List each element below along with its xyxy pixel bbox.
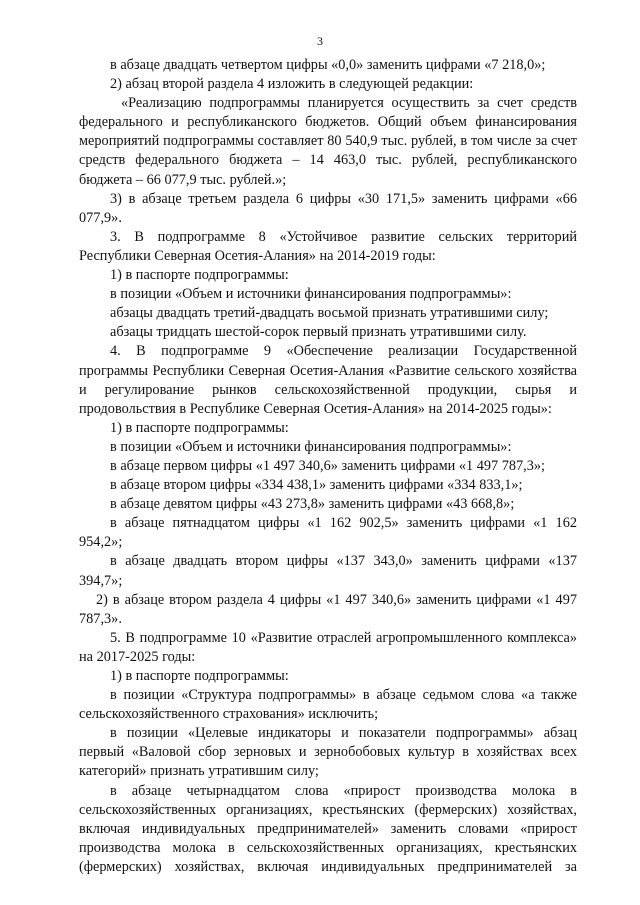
paragraph: «Реализацию подпрограммы планируется осуществить за счет средств федерального и республиканского бюджетов. Общий объем финансирования мероприятий подпрограммы составляет 80 540,9 тыс. рублей, в том числе за счет средств федерального бюджета – 14 463,0 тыс. рублей, республиканского бюджета – 66 077,9 тыс. рублей.»; [79,95,577,188]
paragraph: 2) абзац второй раздела 4 изложить в следующей редакции: [110,76,474,93]
paragraph: в позиции «Структура подпрограммы» в абзаце седьмом слова «а также сельскохозяйственного страхования» исключить; [79,687,577,723]
document-body [79,56,577,877]
paragraph: 4. В подпрограмме 9 «Обеспечение реализации Государственной программы Республики Северная Осетия-Алания «Развитие сельского хозяйства и регулирование рынков сельскохозяйственной продукции, сырья и продовольствия в Республике Северная Осетия-Алания» на 2014-2025 годы»: [79,343,577,417]
paragraph: в абзаце пятнадцатом цифры «1 162 902,5» заменить цифрами «1 162 954,2»; [79,515,577,551]
paragraph: в абзаце втором цифры «334 438,1» заменить цифрами «334 833,1»; [110,477,523,494]
paragraph: 5. В подпрограмме 10 «Развитие отраслей агропромышленного комплекса» на 2017-2025 годы: [79,629,577,665]
paragraph: в позиции «Объем и источники финансирования подпрограммы»: [110,438,512,455]
paragraph: 1) в паспорте подпрограммы: [110,267,289,284]
paragraph: в абзаце девятом цифры «43 273,8» заменить цифрами «43 668,8»; [110,496,515,513]
paragraph: в абзаце четырнадцатом слова «прирост производства молока в сельскохозяйственных организациях, крестьянских (фермерских) хозяйствах, включая индивидуальных предпринимателей» заменить словами «прирост производства молока в сельскохозяйственных организациях, крестьянских (фермерских) хозяйствах, включая индивидуальных предпринимателей за [79,782,577,875]
paragraph: абзацы тридцать шестой-сорок первый признать утратившими силу. [110,324,527,341]
paragraph: в позиции «Объем и источники финансирования подпрограммы»: [110,286,512,303]
paragraph: 1) в паспорте подпрограммы: [110,668,289,684]
paragraph: в абзаце первом цифры «1 497 340,6» заменить цифрами «1 497 787,3»; [110,457,546,474]
paragraph: 1) в паспорте подпрограммы: [110,419,289,436]
paragraph: в абзаце двадцать четвертом цифры «0,0» заменить цифрами «7 218,0»; [110,57,546,73]
paragraph: в абзаце двадцать втором цифры «137 343,0» заменить цифрами «137 394,7»; [79,553,577,589]
paragraph: в позиции «Целевые индикаторы и показатели подпрограммы» абзац первый «Валовой сбор зерновых и зернобобовых культур в хозяйствах всех категорий» признать утратившим силу; [79,725,577,780]
paragraph: абзацы двадцать третий-двадцать восьмой признать утратившими силу; [110,305,549,322]
page-number: 3 [317,34,323,48]
paragraph: 2) в абзаце втором раздела 4 цифры «1 497 340,6» заменить цифрами «1 497 787,3». [79,591,577,627]
paragraph: 3) в абзаце третьем раздела 6 цифры «30 171,5» заменить цифрами «66 077,9». [79,190,577,226]
paragraph: 3. В подпрограмме 8 «Устойчивое развитие сельских территорий Республики Северная Осетия-Алания» на 2014-2019 годы: [79,228,577,264]
